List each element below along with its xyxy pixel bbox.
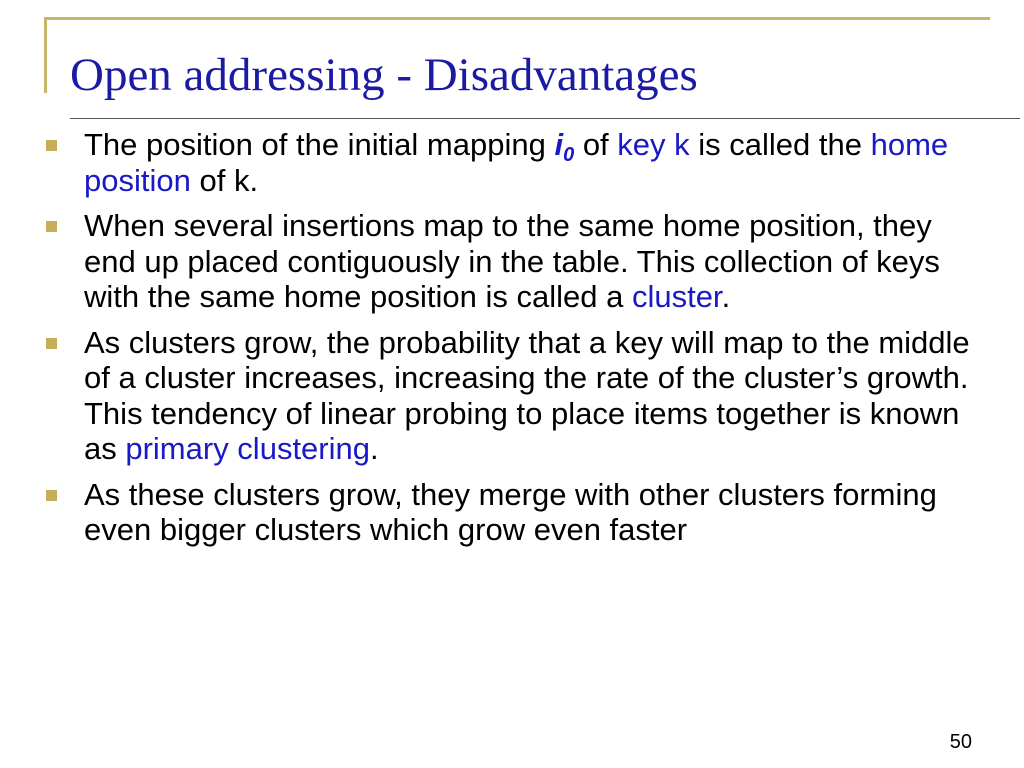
top-accent-line: [44, 17, 990, 20]
term-primary-clustering: primary clustering: [125, 431, 370, 466]
bullet-home-position: [44, 127, 984, 198]
term-cluster: cluster: [631, 279, 722, 314]
bullet-text: of k.: [190, 162, 259, 198]
initial-mapping-variable: [554, 127, 575, 166]
square-bullet-icon: [46, 490, 57, 501]
bullet-primary-clustering: [44, 325, 984, 467]
square-bullet-icon: [46, 338, 57, 349]
bullet-text: .: [369, 431, 379, 466]
term-home-position: home position: [84, 127, 949, 198]
bullet-list: [44, 127, 984, 558]
bullet-text: The position of the initial mapping: [84, 127, 555, 162]
term-key-k: key k: [617, 127, 690, 162]
square-bullet-icon: [46, 221, 57, 232]
bullet-cluster: [44, 208, 984, 315]
left-accent-line: [44, 17, 47, 93]
variable-subscript: 0: [563, 144, 575, 166]
bullet-cluster-merge: [44, 477, 984, 548]
bullet-text: As these clusters grow, they merge with other clusters forming even bigger clusters which grow even faster: [84, 476, 937, 547]
bullet-text: is called the: [689, 127, 871, 162]
bullet-text: As clusters grow, the probability that a key will map to the middle of a cluster increases, increasing the rate of the cluster’s growth. This tendency of linear probing to place items together is known as: [84, 324, 970, 466]
title-underline: [70, 118, 1020, 119]
page-number: 50: [949, 731, 972, 753]
variable-letter: i: [554, 127, 564, 162]
bullet-text: .: [721, 279, 731, 314]
slide-title: Open addressing - Disadvantages: [70, 49, 698, 101]
bullet-text: of: [574, 127, 618, 162]
square-bullet-icon: [46, 140, 57, 151]
bullet-text: When several insertions map to the same home position, they end up placed contiguously in the table. This collection of keys with the same home position is called a: [84, 208, 940, 314]
